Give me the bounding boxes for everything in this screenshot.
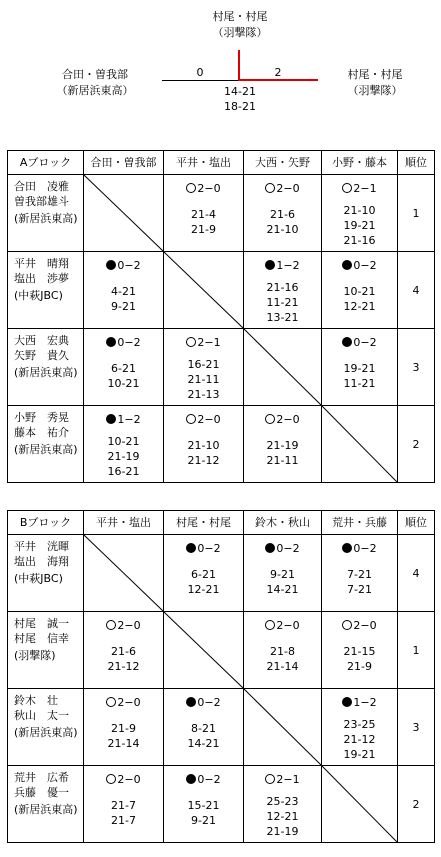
game-scores	[84, 434, 163, 479]
match-cell	[164, 766, 244, 843]
final-right-team: （羽撃隊）	[347, 84, 403, 97]
bracket-left-line	[162, 80, 240, 81]
game-scores	[244, 644, 321, 674]
game-score: 10-21	[343, 285, 376, 298]
game-score: 12-21	[187, 583, 220, 596]
team-name: (羽撃隊)	[14, 649, 56, 662]
opponent-header: 小野・藤本	[322, 151, 398, 175]
game-score: 10-21	[107, 377, 140, 390]
game-score: 21-9	[191, 223, 216, 236]
game-score: 8-21	[191, 722, 216, 735]
win-mark-icon	[106, 774, 116, 784]
match-cell	[322, 329, 398, 406]
game-score: 21-11	[187, 373, 220, 386]
games-result: 0−2	[117, 259, 141, 272]
win-mark-icon	[106, 697, 116, 707]
win-mark-icon	[265, 183, 275, 193]
final-left-names: 合田・曽我部	[62, 68, 128, 81]
games-result: 2−0	[276, 182, 300, 195]
diagonal-line	[164, 252, 243, 328]
win-mark-icon	[265, 774, 275, 784]
final-winner-team: （羽撃隊）	[212, 26, 268, 39]
match-cell	[164, 406, 244, 483]
match-result	[244, 772, 321, 787]
match-cell	[84, 406, 164, 483]
rank-cell: 3	[398, 689, 435, 766]
match-cell	[164, 535, 244, 612]
pair-row	[8, 329, 435, 406]
final-winner	[170, 8, 310, 40]
games-result: 0−2	[353, 336, 377, 349]
final-right-pair	[330, 66, 420, 98]
opponent-header: 大西・矢野	[244, 151, 322, 175]
match-result	[322, 335, 397, 350]
match-result	[84, 695, 163, 710]
self-match-cell	[164, 612, 244, 689]
pair-row	[8, 175, 435, 252]
match-cell	[84, 329, 164, 406]
game-score: 21-10	[187, 439, 220, 452]
block-a-table	[7, 150, 435, 483]
games-result: 0−2	[197, 773, 221, 786]
game-score: 21-19	[266, 439, 299, 452]
player-1-name: 平井 洸暉	[14, 540, 69, 553]
pair-row	[8, 612, 435, 689]
player-1-name: 小野 秀晃	[14, 411, 69, 424]
loss-mark-icon	[186, 697, 196, 707]
block-name: Aブロック	[8, 151, 84, 175]
self-match-cell	[84, 535, 164, 612]
game-score: 21-19	[107, 450, 140, 463]
match-result	[84, 258, 163, 273]
game-scores	[164, 567, 243, 597]
match-cell	[322, 175, 398, 252]
game-score: 21-19	[266, 825, 299, 838]
match-result	[244, 618, 321, 633]
match-result	[244, 412, 321, 427]
match-cell	[84, 612, 164, 689]
self-match-cell	[322, 766, 398, 843]
header-row	[8, 151, 435, 175]
game-scores	[164, 438, 243, 468]
final-left-score: 0	[196, 66, 204, 79]
opponent-header: 鈴木・秋山	[244, 511, 322, 535]
loss-mark-icon	[106, 414, 116, 424]
player-2-name: 藤本 祐介	[14, 426, 69, 439]
loss-mark-icon	[186, 543, 196, 553]
game-score: 21-16	[343, 234, 376, 247]
win-mark-icon	[106, 620, 116, 630]
match-result	[84, 772, 163, 787]
games-result: 2−1	[197, 336, 221, 349]
game-score: 12-21	[266, 810, 299, 823]
rank-cell: 3	[398, 329, 435, 406]
rank-cell: 1	[398, 175, 435, 252]
win-mark-icon	[342, 620, 352, 630]
game-score: 13-21	[266, 311, 299, 324]
pair-cell	[8, 766, 84, 843]
game-score: 4-21	[111, 285, 136, 298]
game-score: 11-21	[266, 296, 299, 309]
match-cell	[244, 612, 322, 689]
games-result: 2−0	[117, 619, 141, 632]
game-score: 21-12	[343, 733, 376, 746]
rank-header: 順位	[398, 511, 435, 535]
game-score: 9-21	[270, 568, 295, 581]
game-scores	[164, 357, 243, 402]
games-result: 1−2	[276, 259, 300, 272]
match-result	[322, 695, 397, 710]
game-scores	[84, 361, 163, 391]
match-cell	[164, 175, 244, 252]
rank-cell: 2	[398, 406, 435, 483]
bracket-right-line	[238, 79, 318, 81]
games-result: 1−2	[117, 413, 141, 426]
player-2-name: 塩出 渉夢	[14, 272, 69, 285]
pair-cell	[8, 329, 84, 406]
match-result	[322, 181, 397, 196]
game-scores	[84, 721, 163, 751]
match-result	[322, 541, 397, 556]
win-mark-icon	[186, 337, 196, 347]
match-result	[84, 412, 163, 427]
match-result	[84, 335, 163, 350]
match-result	[164, 335, 243, 350]
game-score: 21-14	[266, 660, 299, 673]
games-result: 2−1	[276, 773, 300, 786]
diagonal-line	[322, 406, 397, 482]
game-score: 23-25	[343, 718, 376, 731]
game-score: 10-21	[107, 435, 140, 448]
rank-header: 順位	[398, 151, 435, 175]
game-score: 21-12	[187, 454, 220, 467]
match-cell	[84, 252, 164, 329]
game-scores	[244, 207, 321, 237]
pair-row	[8, 689, 435, 766]
team-name: (新居浜東高)	[14, 212, 78, 225]
loss-mark-icon	[342, 337, 352, 347]
win-mark-icon	[342, 183, 352, 193]
match-result	[244, 541, 321, 556]
match-cell	[322, 689, 398, 766]
game-scores	[84, 644, 163, 674]
win-mark-icon	[265, 414, 275, 424]
games-result: 0−2	[353, 542, 377, 555]
game-score: 21-13	[187, 388, 220, 401]
game-score: 7-21	[347, 583, 372, 596]
player-1-name: 村尾 誠一	[14, 617, 69, 630]
games-result: 0−2	[117, 336, 141, 349]
player-1-name: 大西 宏典	[14, 334, 69, 347]
game-score: 19-21	[343, 219, 376, 232]
game-score: 19-21	[343, 748, 376, 761]
opponent-header: 合田・曽我部	[84, 151, 164, 175]
match-result	[244, 258, 321, 273]
game-score: 25-23	[266, 795, 299, 808]
game-scores	[322, 717, 397, 762]
player-1-name: 鈴木 壮	[14, 694, 58, 707]
game-score: 21-14	[107, 737, 140, 750]
header-row	[8, 511, 435, 535]
game-score: 21-9	[347, 660, 372, 673]
game-score: 21-15	[343, 645, 376, 658]
games-result: 2−0	[117, 696, 141, 709]
game-score: 21-4	[191, 208, 216, 221]
loss-mark-icon	[342, 543, 352, 553]
games-result: 0−2	[276, 542, 300, 555]
match-cell	[322, 612, 398, 689]
game-score: 21-16	[266, 281, 299, 294]
game-score: 19-21	[343, 362, 376, 375]
match-result	[164, 695, 243, 710]
pair-row	[8, 406, 435, 483]
rank-cell: 4	[398, 535, 435, 612]
match-cell	[322, 252, 398, 329]
diagonal-line	[84, 175, 163, 251]
game-score: 16-21	[187, 358, 220, 371]
diagonal-line	[164, 612, 243, 688]
final-winner-names: 村尾・村尾	[212, 10, 268, 23]
game-scores	[164, 721, 243, 751]
diagonal-line	[322, 766, 397, 842]
loss-mark-icon	[106, 337, 116, 347]
opponent-header: 平井・塩出	[164, 151, 244, 175]
player-1-name: 荒井 広希	[14, 771, 69, 784]
game-score: 12-21	[343, 300, 376, 313]
game-score: 15-21	[187, 799, 220, 812]
loss-mark-icon	[265, 543, 275, 553]
win-mark-icon	[186, 183, 196, 193]
loss-mark-icon	[186, 774, 196, 784]
final-game-2: 18-21	[224, 100, 256, 113]
pair-cell	[8, 612, 84, 689]
game-score: 14-21	[187, 737, 220, 750]
game-score: 21-11	[266, 454, 299, 467]
match-result	[84, 618, 163, 633]
loss-mark-icon	[342, 260, 352, 270]
game-score: 21-10	[343, 204, 376, 217]
rank-cell: 1	[398, 612, 435, 689]
game-scores	[322, 203, 397, 248]
team-name: (新居浜東高)	[14, 366, 78, 379]
rank-cell: 4	[398, 252, 435, 329]
pair-cell	[8, 406, 84, 483]
games-result: 1−2	[353, 696, 377, 709]
games-result: 2−0	[276, 619, 300, 632]
game-score: 11-21	[343, 377, 376, 390]
games-result: 2−0	[117, 773, 141, 786]
match-cell	[84, 766, 164, 843]
game-score: 6-21	[111, 362, 136, 375]
game-scores	[84, 798, 163, 828]
diagonal-line	[244, 329, 321, 405]
player-2-name: 兵藤 優一	[14, 786, 69, 799]
game-score: 9-21	[191, 814, 216, 827]
games-result: 2−0	[276, 413, 300, 426]
rank-cell: 2	[398, 766, 435, 843]
games-result: 0−2	[197, 542, 221, 555]
final-game-1: 14-21	[224, 85, 256, 98]
pair-cell	[8, 252, 84, 329]
game-score: 6-21	[191, 568, 216, 581]
opponent-header: 平井・塩出	[84, 511, 164, 535]
game-score: 21-12	[107, 660, 140, 673]
games-result: 2−1	[353, 182, 377, 195]
player-1-name: 平井 晴翔	[14, 257, 69, 270]
game-scores	[244, 567, 321, 597]
final-right-score: 2	[274, 66, 282, 79]
opponent-header: 村尾・村尾	[164, 511, 244, 535]
loss-mark-icon	[342, 697, 352, 707]
game-score: 21-10	[266, 223, 299, 236]
pair-row	[8, 535, 435, 612]
game-scores	[322, 361, 397, 391]
game-score: 21-6	[111, 645, 136, 658]
game-scores	[244, 794, 321, 839]
game-score: 9-21	[111, 300, 136, 313]
match-result	[164, 772, 243, 787]
match-cell	[244, 766, 322, 843]
final-game-scores	[210, 84, 270, 114]
game-scores	[164, 798, 243, 828]
match-cell	[244, 175, 322, 252]
match-cell	[244, 252, 322, 329]
match-cell	[164, 689, 244, 766]
match-cell	[84, 689, 164, 766]
game-score: 21-7	[111, 799, 136, 812]
game-score: 14-21	[266, 583, 299, 596]
pair-cell	[8, 175, 84, 252]
self-match-cell	[244, 329, 322, 406]
games-result: 2−0	[353, 619, 377, 632]
loss-mark-icon	[106, 260, 116, 270]
match-result	[322, 618, 397, 633]
opponent-header: 荒井・兵藤	[322, 511, 398, 535]
game-scores	[84, 284, 163, 314]
loss-mark-icon	[265, 260, 275, 270]
team-name: (中萩JBC)	[14, 572, 63, 585]
game-score: 21-7	[111, 814, 136, 827]
game-score: 21-8	[270, 645, 295, 658]
pair-row	[8, 766, 435, 843]
team-name: (中萩JBC)	[14, 289, 63, 302]
player-1-name: 合田 凌雅	[14, 180, 69, 193]
match-result	[244, 181, 321, 196]
diagonal-line	[244, 689, 321, 765]
win-mark-icon	[265, 620, 275, 630]
win-mark-icon	[186, 414, 196, 424]
player-2-name: 塩出 海翔	[14, 555, 69, 568]
pair-cell	[8, 689, 84, 766]
self-match-cell	[322, 406, 398, 483]
player-2-name: 曽我部雄斗	[14, 195, 69, 208]
match-result	[322, 258, 397, 273]
games-result: 2−0	[197, 182, 221, 195]
block-name: Bブロック	[8, 511, 84, 535]
game-score: 7-21	[347, 568, 372, 581]
game-scores	[244, 280, 321, 325]
block-b-table	[7, 510, 435, 843]
game-scores	[322, 284, 397, 314]
game-score: 16-21	[107, 465, 140, 478]
self-match-cell	[84, 175, 164, 252]
game-scores	[164, 207, 243, 237]
games-result: 2−0	[197, 413, 221, 426]
diagonal-line	[84, 535, 163, 611]
player-2-name: 村尾 信幸	[14, 632, 69, 645]
player-2-name: 矢野 貴久	[14, 349, 69, 362]
game-score: 21-9	[111, 722, 136, 735]
match-result	[164, 541, 243, 556]
game-scores	[244, 438, 321, 468]
bracket-winner-line	[238, 50, 240, 81]
final-left-pair	[40, 66, 150, 98]
pair-row	[8, 252, 435, 329]
match-cell	[244, 535, 322, 612]
team-name: (新居浜東高)	[14, 803, 78, 816]
pair-cell	[8, 535, 84, 612]
team-name: (新居浜東高)	[14, 443, 78, 456]
match-result	[164, 412, 243, 427]
game-scores	[322, 644, 397, 674]
game-scores	[322, 567, 397, 597]
match-cell	[244, 406, 322, 483]
games-result: 0−2	[353, 259, 377, 272]
team-name: (新居浜東高)	[14, 726, 78, 739]
match-cell	[164, 329, 244, 406]
player-2-name: 秋山 太一	[14, 709, 69, 722]
final-right-names: 村尾・村尾	[347, 68, 403, 81]
final-left-team: （新居浜東高）	[56, 84, 134, 97]
games-result: 0−2	[197, 696, 221, 709]
self-match-cell	[164, 252, 244, 329]
self-match-cell	[244, 689, 322, 766]
game-score: 21-6	[270, 208, 295, 221]
match-result	[164, 181, 243, 196]
match-cell	[322, 535, 398, 612]
